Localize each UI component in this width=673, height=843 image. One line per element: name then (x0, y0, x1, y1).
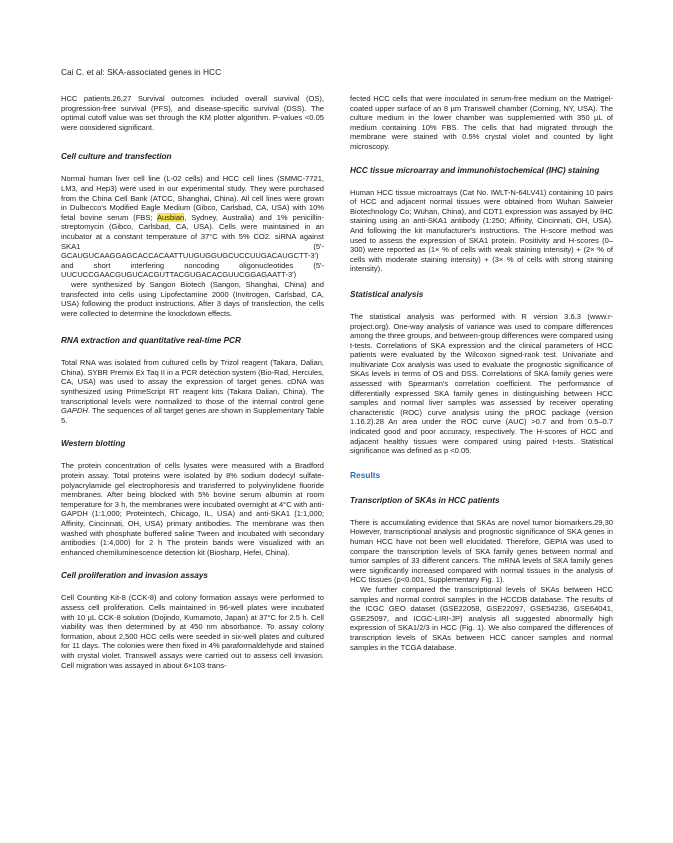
highlighted-word: Ausbian (156, 212, 185, 222)
heading-western-blotting: Western blotting (61, 439, 126, 449)
heading-transcription: Transcription of SKAs in HCC patients (350, 495, 500, 505)
paragraph-intro: HCC patients.26,27 Survival outcomes included overall survival (OS), progression-free survival (PFS), and disease-specific survival (DSS). The optimal cutoff value was set through the KM plotter algorithm. P-values <0.05 were considered significant. (61, 94, 324, 132)
right-column (350, 94, 613, 652)
paragraph-transcription-2: We further compared the transcriptional levels of SKAs between HCC samples and normal control samples in the HCCDB database. The results of the ICGC GEO dataset (GSE22058, GSE22097, GSE54236, GSE64041, GSE25097, and ICGC-LIRI-JP) analysis all suggested abnormally high expression of SKA1/2/3 in HCC (Fig. 1). We also compared the differences of transcription levels of SKAs between HCC cancer samples and normal samples in the TCGA database. (350, 584, 613, 652)
heading-results: Results (350, 469, 381, 480)
paragraph-rna (61, 358, 324, 425)
paragraph-western: The protein concentration of cells lysates were measured with a Bradford protein assay. Total proteins were isolated by 8% sodium dodecyl sulfate-polyacrylamide gel electrophoresis and transferred to polyvinylidene fluoride membranes. After being blocked with 5% bovine serum albumin at room temperature for 3 h, the membranes were incubated overnight at 4°C with anti-GAPDH (1:1,000; Proteintech, Chicago, IL, USA) and anti-SKA1 (1:1,000; Affinity, Cincinnati, OH, USA) primary antibodies. The membrane was then washed with phosphate buffered saline Tween and incubated with secondary antibodies (1:4,000) for 2 h The protein bands were visualized with an enhanced chemiluminescence detection kit (Biosharp, Hefei, China). (61, 461, 324, 557)
rna-text-a: Total RNA was isolated from cultured cells by Trizol reagent (Takara, Dalian, China). SYBR Premix Ex Taq II in a PCR detection system (Bio-Rad, Hercules, CA, USA) was used to assay the expression of target genes. cDNA was synthesized using PrimeScript RT reagent kits (Takara Dalian, China). The transcriptional levels were normalized to those of the internal control gene (61, 358, 324, 406)
paragraph-transwell: fected HCC cells that were inoculated in serum-free medium on the Matrigel-coated upper surface of an 8 µm Transwell chamber (Corning, NY, USA). The culture medium in the lower chamber was supplemented with 350 µL of medium containing 10% FBS. The cells that had migrated through the membrane were stained with 0.5% crystal violet and counted by light microscopy. (350, 94, 613, 151)
heading-proliferation: Cell proliferation and invasion assays (61, 571, 208, 581)
culture-text-a: Normal human liver cell line (L-02 cells) and HCC cell lines (SMMC-7721, LM3, and Hep3) were used in our experimental study. They were purchased from the China Cell Bank (ATCC, Shanghai, China). All cell lines were grown in Dulbecco's Modified Eagle Medium (Gibco, Carlsbad, CA, USA) with 10% fetal bovine serum (FBS; (61, 174, 324, 222)
paragraph-cell-culture (61, 174, 324, 280)
paragraph-statistics: The statistical analysis was performed with R version 3.6.3 (www.r-project.org). One-way analysis of variance was used to compare differences among the three groups, and between-group differences were compared using t-tests. Correlations of SKA expression and the clinical parameters of HCC patients were evaluated by the Wilcoxon signed-rank test. Univariate and multivariate Cox analysis was used to evaluate the prognostic significance of SKAs levels in terms of OS and DSS. Correlations of SKA family genes were assessed with Spearman's correlation coefficient. The performance of differentially expressed SKA family genes in distinguishing between HCC samples and normal liver samples was assessed by receiver operating characteristic (ROC) curve analysis using the pROC package (version 1.16.2).28 An area under the ROC curve (AUC) >0.7 and from 0.5–0.7 indicated good and poor accuracy, respectively. The H-scores of HCC and adjacent healthy tissues were compared using paired t-tests. Statistical significance was defined as p <0.05. (350, 311, 613, 456)
rna-text-b: . The sequences of all target genes are shown in Supplementary Table 5. (61, 406, 324, 425)
left-column (61, 94, 324, 670)
running-head: Cai C. et al: SKA-associated genes in HCC (61, 67, 222, 77)
gene-name: GAPDH (61, 406, 88, 416)
paragraph-tissue-microarray: Human HCC tissue microarrays (Cat No. IWLT-N-64LV41) containing 10 pairs of HCC and adjacent normal tissues were obtained from Wuhan Saiweier Biotechnology Co; Wuhan, China), and CDT1 expression was assayed by IHC staining using an anti-SKA1 antibody (1:250; Affinity, Cincinnati, OH, USA). And following the kit manufacturer's instructions. The H-score method was used to assess the expression of SKA1 protein. Positivity and H-scores (0–300) were reported as (1× % of cells with weak staining intensity) + (2× % of cells with moderate staining intensity) + (3× % of cells with strong staining intensity). (350, 187, 613, 274)
paragraph-transcription-1: There is accumulating evidence that SKAs are novel tumor biomarkers.29,30 However, transcriptional analysis and prognostic significance of SKA genes in human HCC have not been well elucidated. Therefore, GEPIA was used to compare the transcription levels of SKA family genes between normal and tumor samples of 33 different cancers. The mRNA levels of SKA family genes were significantly increased compared with normal tissues in the analysis of HCC tissues (p<0.001, Supplementary Fig. 1). (350, 517, 613, 585)
heading-tissue-microarray: HCC tissue microarray and immunohistochemical (IHC) staining (350, 165, 600, 175)
heading-rna-extraction: RNA extraction and quantitative real-time PCR (61, 336, 241, 346)
culture-text-b: , Sydney, Australia) and 1% penicillin-streptomycin (Gibco, Carlsbad, CA, USA). Cells were maintained in an incubator at a constant temperature of 37°C with 5% CO2. siRNA against SKA1 (5'-GCAUGUCAAGGAGCACCACAATTUUGUGGUGCUCCUUGACAUGCTT-3') and short interfering noncoding oligonucleotides (5'-UUCUCCGAACGUGUCACGUTTACGUGACACGUUCGGAGAATT-3') (61, 212, 324, 280)
heading-statistical-analysis: Statistical analysis (350, 289, 424, 299)
paragraph-proliferation: Cell Counting Kit-8 (CCK-8) and colony formation assays were performed to assess cell proliferation. Cells maintained in 96-well plates were incubated with 10 µL CCK-8 solution (Dojindo, Kumamoto, Japan) at 37°C for 2.5 h. Cell viability was then determined by at 450 nm absorbance. To assay colony formation, about 2,500 HCC cells were seeded in six-well plates and cultured for 11 days. The colonies were then fixed in 4% paraformaldehyde and stained with crystal violet. Transwell assays were carried out to assess cell invasion. Cell migration was assayed in about 6×103 trans- (61, 593, 324, 670)
heading-cell-culture: Cell culture and transfection (61, 152, 172, 162)
paragraph-culture-cont: were synthesized by Sangon Biotech (Sangon, Shanghai, China) and transfected into cells using Lipofectamine 2000 (Invitrogen, Carlsbad, CA, USA) following the product instructions. After 3 days of transfection, the cells were collected to determine the knockdown effects. (61, 279, 324, 318)
